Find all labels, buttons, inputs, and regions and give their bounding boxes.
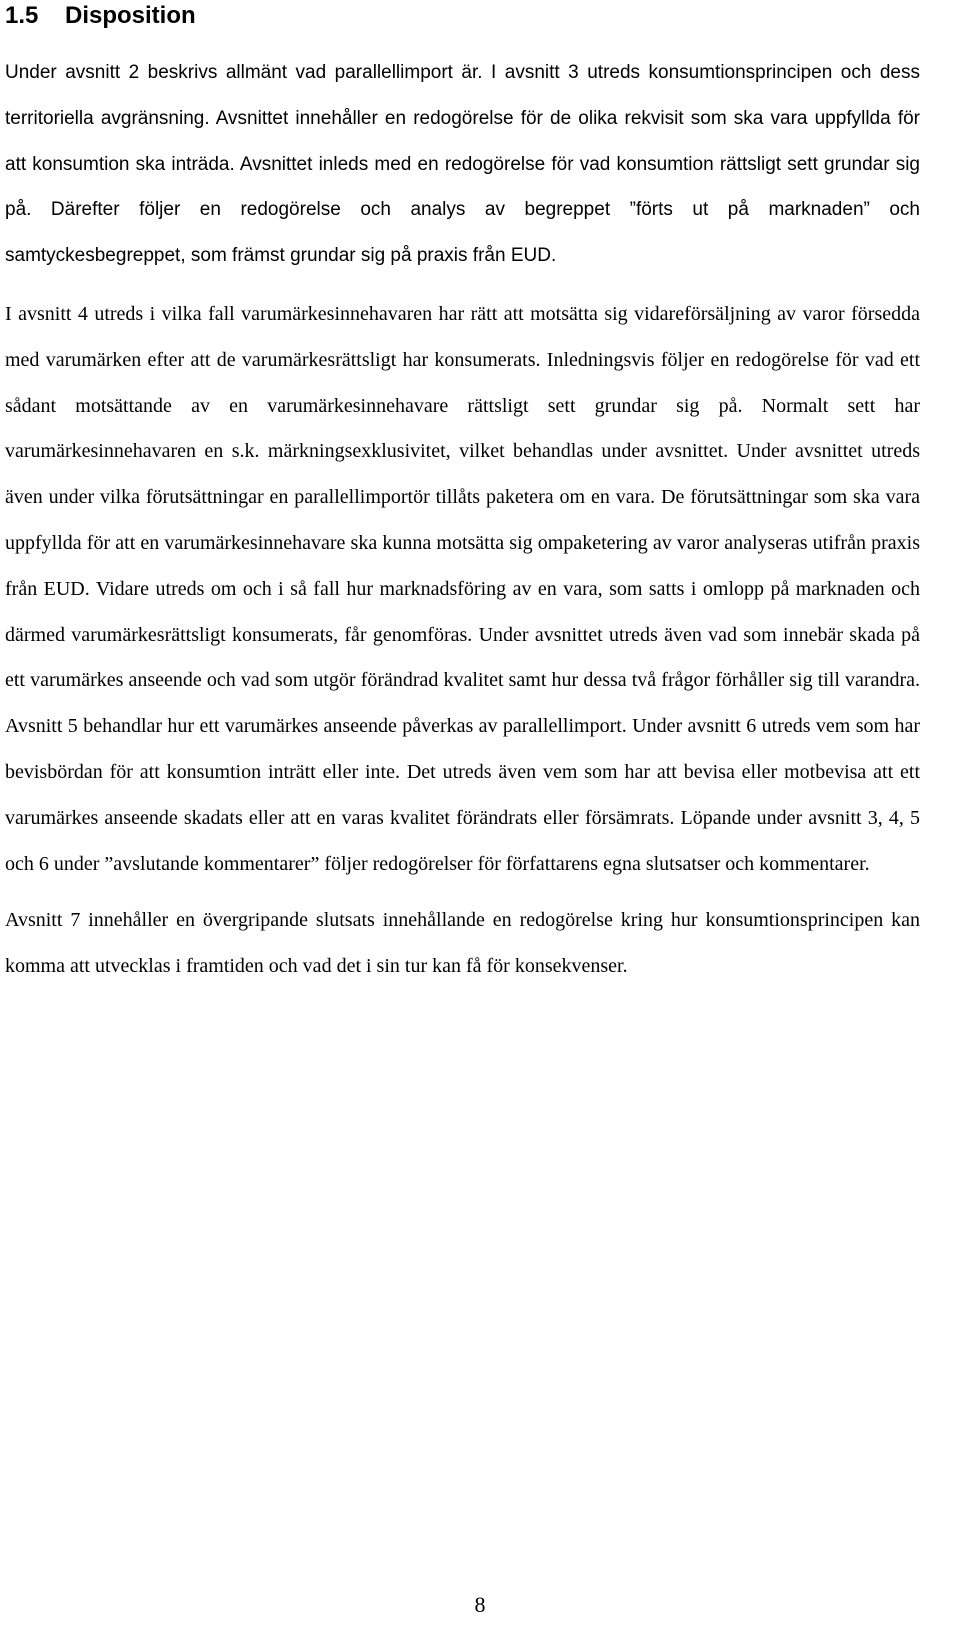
section-number: 1.5	[5, 2, 39, 29]
paragraph-3: Avsnitt 7 innehåller en övergripande slutsats innehållande en redogörelse kring hur konsumtionsprincipen kan komma att utvecklas i framtiden och vad det i sin tur kan få för konsekvenser.	[5, 909, 920, 978]
section-heading	[5, 0, 920, 48]
paragraph-1: Under avsnitt 2 beskrivs allmänt vad parallellimport är. I avsnitt 3 utreds konsumtionsprincipen och dess territoriella avgränsning. Avsnittet innehåller en redogörelse för de olika rekvisit som ska vara uppfyllda för att konsumtion ska inträda. Avsnittet inleds med en redogörelse för vad konsumtion rättsligt sett grundar sig på. Därefter följer en redogörelse och analys av begreppet ”förts ut på marknaden” och samtyckesbegreppet, som främst grundar sig på praxis från EUD.	[5, 62, 920, 267]
section-title: Disposition	[65, 2, 196, 29]
paragraph-2: I avsnitt 4 utreds i vilka fall varumärkesinnehavaren har rätt att motsätta sig vidareförsäljning av varor försedda med varumärken efter att de varumärkesrättsligt har konsumerats. Inledningsvis följer en redogörelse för vad ett sådant motsättande av en varumärkesinnehavare rättsligt sett grundar sig på. Normalt sett har varumärkesinnehavaren en s.k. märkningsexklusivitet, vilket behandlas under avsnittet. Under avsnittet utreds även under vilka förutsättningar en parallellimportör tillåts paketera om en vara. De förutsättningar som ska vara uppfyllda för att en varumärkesinnehavare ska kunna motsätta sig ompaketering av varor analyseras utifrån praxis från EUD. Vidare utreds om och i så fall hur marknadsföring av en vara, som satts i omlopp på marknaden och därmed varumärkesrättsligt konsumerats, får genomföras. Under avsnittet utreds även vad som innebär skada på ett varumärkes anseende och vad som utgör förändrad kvalitet samt hur dessa två frågor förhåller sig till varandra. Avsnitt 5 behandlar hur ett varumärkes anseende påverkas av parallellimport. Under avsnitt 6 utreds vem som har bevisbördan för att konsumtion inträtt eller inte. Det utreds även vem som har att bevisa eller motbevisa att ett varumärkes anseende skadats eller att en varas kvalitet förändrats eller försämrats. Löpande under avsnitt 3, 4, 5 och 6 under ”avslutande kommentarer” följer redogörelser för författarens egna slutsatser och kommentarer.	[5, 302, 920, 875]
document-page	[5, 0, 920, 990]
page-number: 8	[474, 1592, 486, 1617]
